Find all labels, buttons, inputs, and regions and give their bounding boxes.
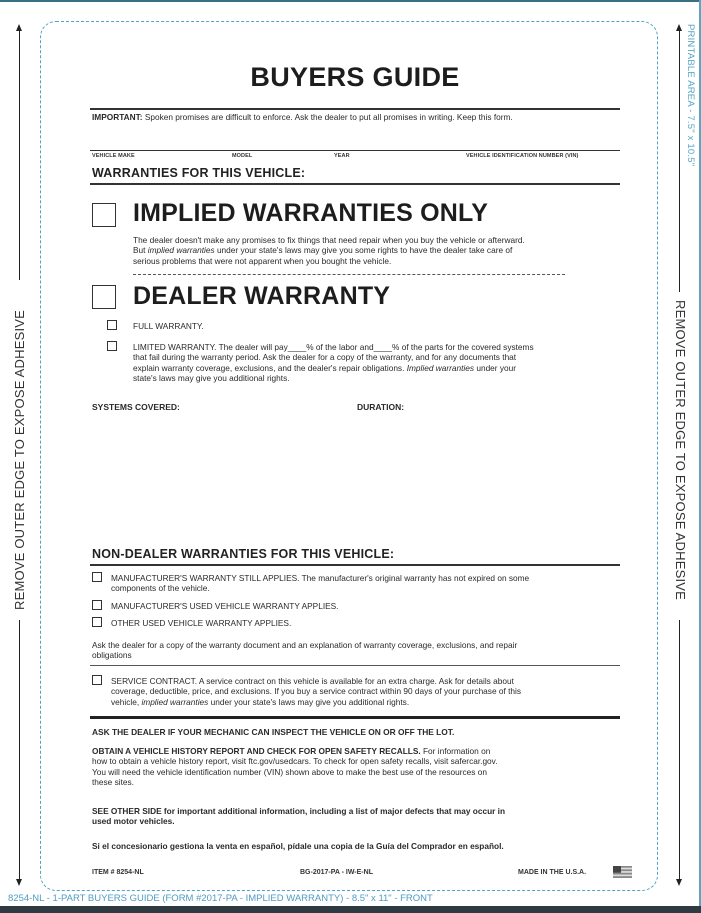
service-contract-rule	[90, 716, 620, 719]
important-text: Spoken promises are difficult to enforce. Ask the dealer to put all promises in writing. Keep this form.	[144, 112, 513, 122]
dashed-separator	[133, 274, 565, 275]
implied-line-2b: under your state's laws may give you some rights to have the dealer take care of	[214, 245, 513, 256]
service-line-3	[111, 697, 621, 707]
used-vehicle-warranty-checkbox[interactable]	[92, 600, 102, 610]
spanish-notice: Si el concesionario gestiona la venta en español, pídale una copia de la Guía del Comprador en español.	[92, 841, 504, 851]
full-warranty-label: FULL WARRANTY.	[133, 321, 204, 331]
see-other-side-line-1: SEE OTHER SIDE for important additional information, including a list of major defects that may occur in	[92, 806, 506, 816]
manufacturer-warranty-text	[111, 573, 611, 594]
service-line-1: SERVICE CONTRACT. A service contract on this vehicle is available for an extra charge. Ask for details about	[111, 676, 514, 686]
systems-covered-label: SYSTEMS COVERED:	[92, 402, 180, 412]
mechanic-notice: ASK THE DEALER IF YOUR MECHANIC CAN INSPECT THE VEHICLE ON OR OFF THE LOT.	[92, 727, 455, 737]
manufacturer-line-1: MANUFACTURER'S WARRANTY STILL APPLIES. The manufacturer's original warranty has not expired on some	[111, 573, 530, 583]
other-warranty-checkbox[interactable]	[92, 617, 102, 627]
implied-line-3: serious problems that were not apparent when you bought the vehicle.	[133, 255, 392, 266]
manufacturer-warranty-checkbox[interactable]	[92, 572, 102, 582]
limited-line-3	[133, 363, 613, 373]
made-in-usa: MADE IN THE U.S.A.	[518, 869, 587, 876]
non-dealer-rule	[90, 564, 620, 566]
model-label: MODEL	[232, 153, 253, 159]
implied-warranties-heading: IMPLIED WARRANTIES ONLY	[133, 199, 489, 227]
limited-line-4: state's laws may give you additional rights.	[133, 373, 290, 384]
form-code: BG-2017-PA - IW-E-NL	[300, 869, 373, 876]
history-line-4: these sites.	[92, 777, 134, 788]
page-title: BUYERS GUIDE	[250, 62, 460, 92]
vehicle-make-label: VEHICLE MAKE	[92, 153, 135, 159]
us-flag-icon	[613, 866, 632, 878]
dealer-warranty-checkbox[interactable]	[92, 285, 116, 309]
right-adhesive-instruction: REMOVE OUTER EDGE TO EXPOSE ADHESIVE	[673, 300, 688, 601]
service-line-2: coverage, deductible, price, and exclusions. If you buy a service contract within 90 days of your purchase of this	[111, 686, 521, 697]
implied-line-2	[133, 245, 613, 255]
top-border	[0, 0, 701, 2]
ask-dealer-text	[92, 640, 612, 661]
history-line-3: You will need the vehicle identification number (VIN) shown above to make the best use of the resources on	[92, 766, 487, 777]
warranties-heading: WARRANTIES FOR THIS VEHICLE:	[92, 166, 306, 180]
history-report-text	[92, 746, 617, 788]
item-number: ITEM # 8254-NL	[92, 869, 144, 876]
used-vehicle-warranty-label: MANUFACTURER'S USED VEHICLE WARRANTY APPLIES.	[111, 601, 339, 611]
year-label: YEAR	[334, 153, 350, 159]
dealer-warranty-heading: DEALER WARRANTY	[133, 282, 391, 310]
limited-line-3a: explain warranty coverage, exclusions, and the dealer's repair obligations.	[133, 362, 407, 373]
right-arrow-up	[679, 30, 680, 292]
limited-line-3-italic: Implied warranties	[406, 362, 475, 373]
non-dealer-heading: NON-DEALER WARRANTIES FOR THIS VEHICLE:	[92, 547, 395, 561]
implied-warranties-checkbox[interactable]	[92, 203, 116, 227]
vehicle-fields-rule	[90, 150, 620, 151]
title-rule	[90, 108, 620, 110]
ask-line-1: Ask the dealer for a copy of the warranty document and an explanation of warranty coverage, exclusions, and repair	[92, 640, 518, 650]
manufacturer-line-2: components of the vehicle.	[111, 583, 210, 594]
full-warranty-checkbox[interactable]	[107, 320, 117, 330]
right-arrow-down	[679, 620, 680, 880]
implied-warranties-text	[133, 235, 613, 266]
limited-line-2: that fail during the warranty period. Ask the dealer for a copy of the warranty, and for any documents that	[133, 352, 517, 363]
limited-warranty-text	[133, 342, 613, 384]
important-notice	[92, 112, 513, 122]
history-line-1	[92, 746, 617, 756]
limited-line-3b: under your	[474, 362, 517, 373]
left-adhesive-instruction: REMOVE OUTER EDGE TO EXPOSE ADHESIVE	[12, 309, 27, 610]
printable-area-label: PRINTABLE AREA - 7.5" x 10.5"	[685, 24, 696, 167]
service-line-3b: under your state's laws may give you additional rights.	[208, 696, 410, 707]
see-other-side-line-2: used motor vehicles.	[92, 816, 175, 827]
duration-label: DURATION:	[357, 402, 405, 412]
bottom-strip	[0, 906, 701, 913]
see-other-side-text	[92, 806, 617, 827]
important-label: IMPORTANT:	[92, 112, 143, 122]
ask-line-2: obligations	[92, 650, 132, 661]
history-line-2: how to obtain a vehicle history report, visit ftc.gov/usedcars. To check for open safety recalls, visit safercar.gov.	[92, 756, 498, 767]
implied-line-2a: But	[133, 245, 148, 256]
limited-line-1: LIMITED WARRANTY. The dealer will pay____% of the labor and____% of the parts for the covered systems	[133, 342, 534, 352]
implied-line-1: The dealer doesn't make any promises to fix things that need repair when you buy the vehicle or afterward.	[133, 235, 525, 245]
bottom-caption: 8254-NL - 1-PART BUYERS GUIDE (FORM #2017-PA - IMPLIED WARRANTY) - 8.5" x 11" - FRONT	[8, 893, 433, 904]
service-line-3a: vehicle,	[111, 696, 142, 707]
implied-line-2-italic: implied warranties	[147, 245, 215, 256]
service-line-3-italic: implied warranties	[141, 696, 209, 707]
service-contract-checkbox[interactable]	[92, 675, 102, 685]
vin-label: VEHICLE IDENTIFICATION NUMBER (VIN)	[466, 153, 579, 159]
other-warranty-label: OTHER USED VEHICLE WARRANTY APPLIES.	[111, 618, 292, 628]
history-bold: OBTAIN A VEHICLE HISTORY REPORT AND CHECK FOR OPEN SAFETY RECALLS.	[92, 746, 421, 756]
history-line-1-rest: For information on	[420, 746, 491, 756]
warranties-rule	[90, 183, 620, 185]
non-dealer-bottom-rule	[90, 665, 620, 666]
left-arrow-down	[19, 620, 20, 880]
service-contract-text	[111, 676, 621, 707]
left-arrow-up	[19, 30, 20, 280]
limited-warranty-checkbox[interactable]	[107, 341, 117, 351]
